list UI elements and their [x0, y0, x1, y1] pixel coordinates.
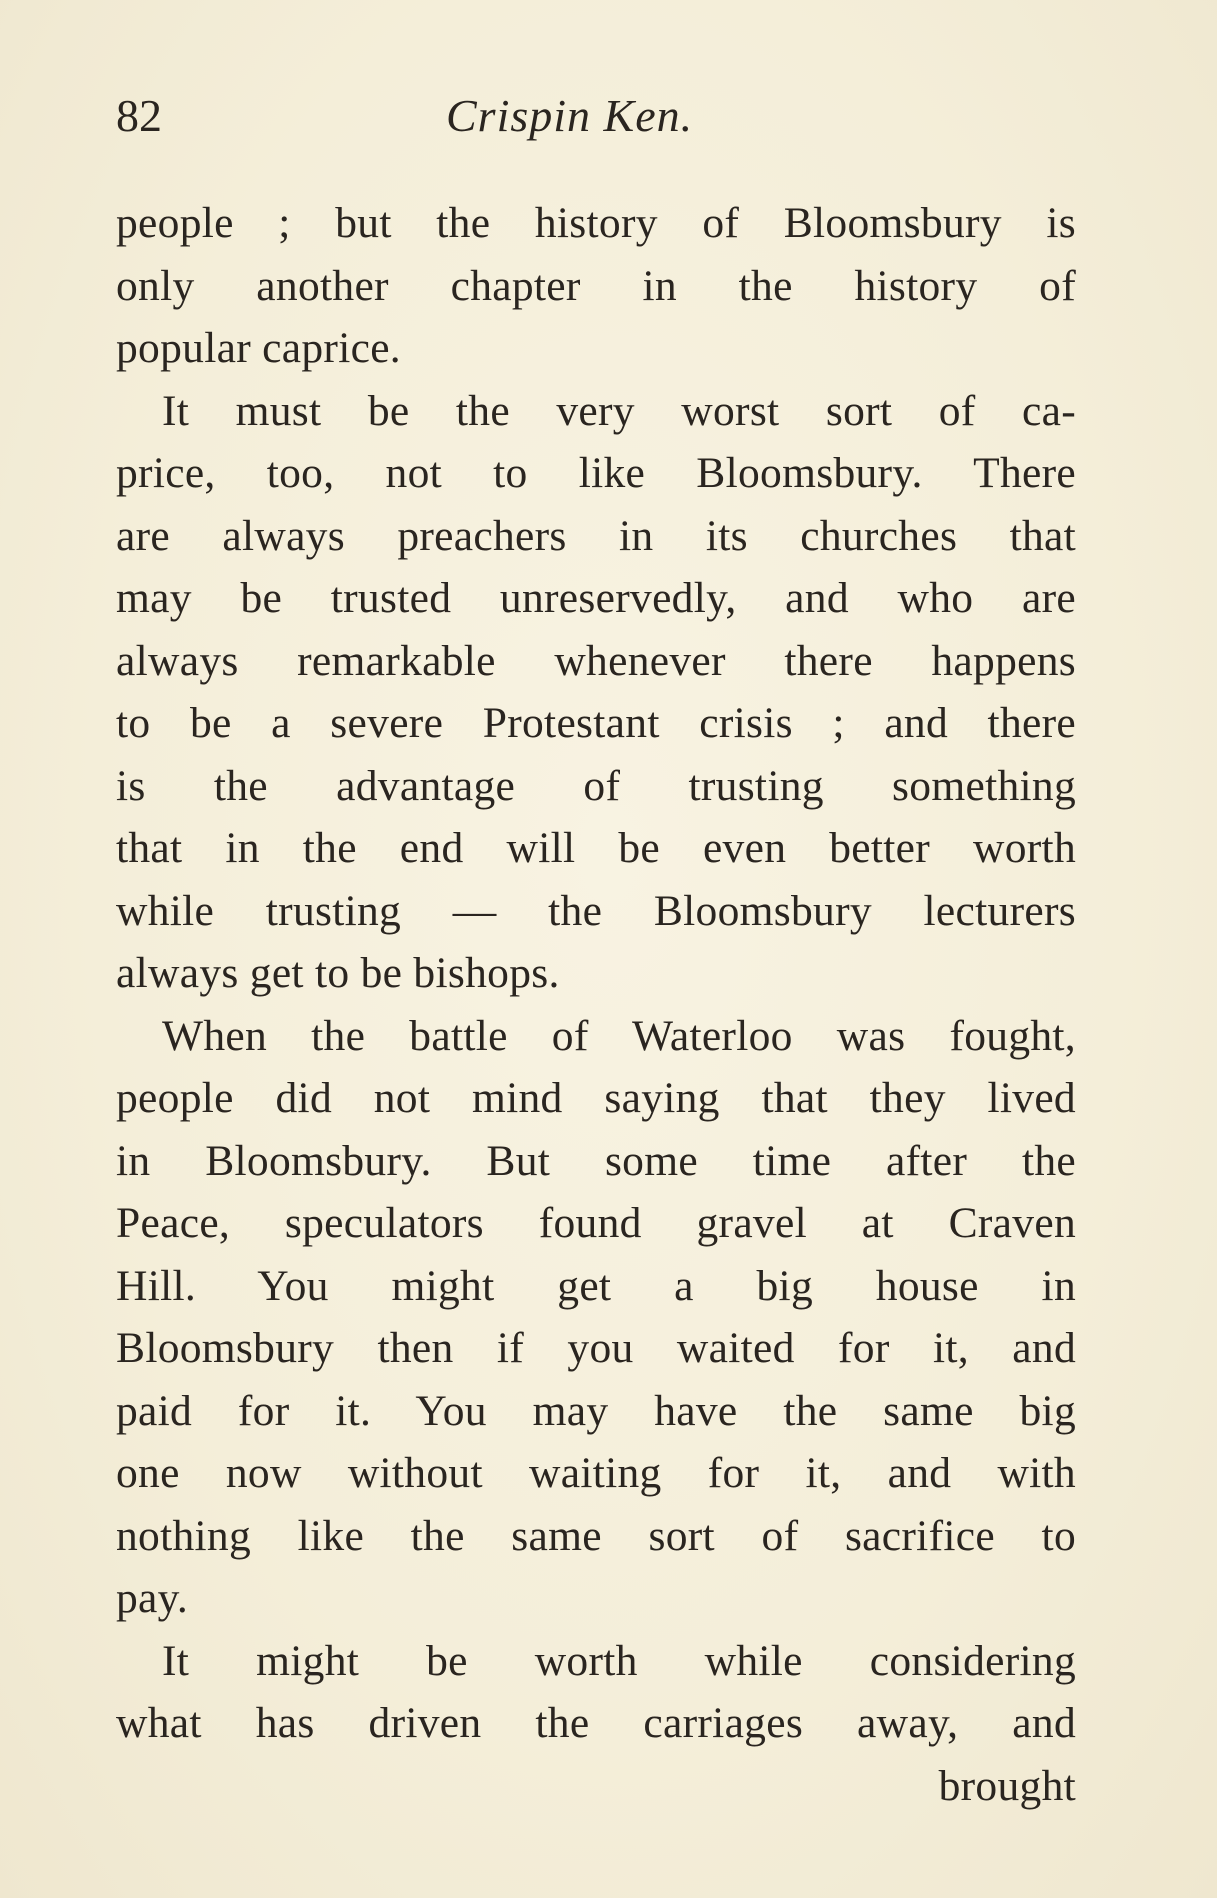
page-header: [116, 78, 1076, 148]
text-line: popular caprice.: [116, 324, 401, 372]
text-line: paid for it. You may have the same big: [116, 1386, 1076, 1435]
text-line: only another chapter in the history of: [116, 261, 1076, 310]
page-number: 82: [116, 90, 162, 141]
text-line: Hill. You might get a big house in: [116, 1261, 1076, 1310]
text-line: Bloomsbury then if you waited for it, and: [116, 1324, 1076, 1372]
text-line: may be trusted unreservedly, and who are: [116, 574, 1076, 622]
text-line: nothing like the same sort of sacrifice to: [116, 1511, 1076, 1560]
text-line: pay.: [116, 1574, 189, 1622]
text-line: what has driven the carriages away, and: [116, 1699, 1076, 1747]
text-line: while trusting — the Bloomsbury lecturers: [116, 886, 1076, 935]
text-line: always get to be bishops.: [116, 949, 560, 997]
text-line: people ; but the history of Bloomsbury is: [116, 199, 1076, 247]
text-line: It might be worth while considering: [162, 1636, 1076, 1685]
text-line: one now without waiting for it, and with: [116, 1449, 1076, 1497]
text-line: Peace, speculators found gravel at Craven: [116, 1199, 1076, 1247]
text-line: that in the end will be even better worth: [116, 824, 1076, 872]
text-line: always remarkable whenever there happens: [116, 636, 1076, 685]
text-line: are always preachers in its churches that: [116, 511, 1076, 560]
text-line: to be a severe Protestant crisis ; and there: [116, 699, 1076, 747]
text-line: in Bloomsbury. But some time after the: [116, 1136, 1076, 1185]
body-text: [116, 192, 1076, 1817]
text-line: people did not mind saying that they lived: [116, 1074, 1076, 1122]
text-line: It must be the very worst sort of ca-: [162, 386, 1076, 435]
running-title: Crispin Ken.: [446, 90, 694, 141]
text-line: When the battle of Waterloo was fought,: [162, 1011, 1076, 1060]
text-line: price, too, not to like Bloomsbury. There: [116, 449, 1076, 497]
catchword: brought: [938, 1761, 1076, 1810]
text-line: is the advantage of trusting something: [116, 761, 1076, 810]
